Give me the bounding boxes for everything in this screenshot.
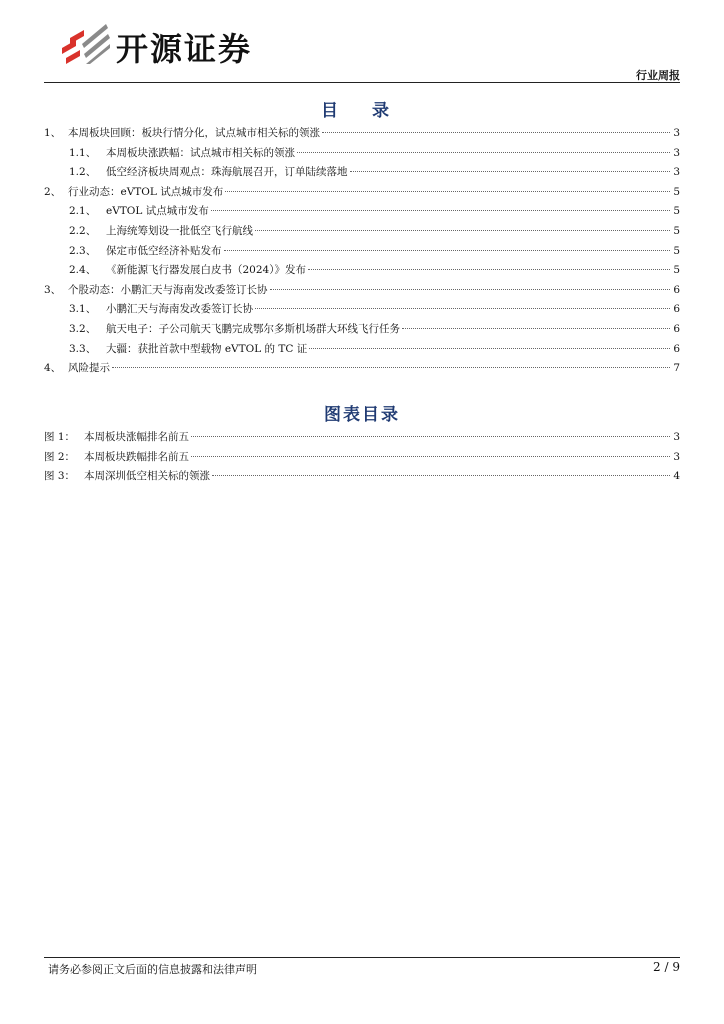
toc-entry[interactable] (44, 261, 680, 281)
toc-entry-label: 上海统筹划设一批低空飞行航线 (106, 224, 253, 237)
toc-entry-page: 5 (673, 264, 680, 277)
toc-entry-page: 6 (673, 322, 680, 335)
toc-entry-page: 3 (673, 127, 680, 139)
toc-entry[interactable] (44, 124, 680, 144)
toc-entry-page: 5 (673, 224, 680, 237)
dot-leader (297, 152, 670, 153)
footer-disclaimer: 请务必参阅正文后面的信息披露和法律声明 (48, 963, 257, 976)
toc-entry-page: 3 (673, 146, 680, 159)
dot-leader (255, 308, 670, 309)
logo-text: 开源证券 (116, 30, 253, 68)
toc-entry-label: 本周板块回顾：板块行情分化，试点城市相关标的领涨 (68, 127, 320, 139)
dot-leader (308, 269, 670, 270)
toc-entry[interactable] (44, 320, 680, 340)
dot-leader (224, 250, 671, 251)
toc-entry-number: 1.1、 (69, 146, 97, 159)
toc-title: 目 录 (321, 101, 403, 121)
figure-entry-page: 4 (673, 470, 680, 483)
toc-entry[interactable] (44, 222, 680, 242)
toc-entry[interactable] (44, 300, 680, 320)
figure-entry-label: 本周板块涨幅排名前五 (84, 431, 189, 443)
toc-entry[interactable] (44, 202, 680, 222)
dot-leader (191, 456, 670, 457)
toc-entry[interactable] (44, 340, 680, 360)
toc-entry-label: 个股动态：小鹏汇天与海南发改委签订长协 (68, 283, 268, 296)
figure-entry-number: 图 3： (44, 470, 76, 483)
toc-entry-number: 3.1、 (69, 303, 97, 316)
header-divider (44, 82, 680, 83)
page-indicator: 2 / 9 (653, 960, 680, 974)
toc-entry-label: 大疆：获批首款中型载物 eVTOL 的 TC 证 (106, 342, 308, 355)
company-logo (60, 20, 280, 66)
figure-entry[interactable] (44, 428, 680, 448)
dot-leader (225, 191, 670, 192)
toc-entry-label: 航天电子：子公司航天飞鹏完成鄂尔多斯机场群大环线飞行任务 (106, 322, 400, 335)
dot-leader (322, 132, 670, 133)
toc-entry[interactable] (44, 183, 680, 203)
figure-list-title: 图表目录 (324, 405, 400, 425)
dot-leader (191, 436, 670, 437)
figure-entry-label: 本周板块跌幅排名前五 (84, 450, 189, 463)
dot-leader (212, 475, 670, 476)
toc-entry-label: 行业动态：eVTOL 试点城市发布 (68, 185, 224, 198)
toc-entry-page: 7 (673, 362, 680, 375)
toc-entry-number: 3.3、 (69, 342, 97, 355)
toc-entry-number: 4、 (44, 362, 62, 375)
toc-entry[interactable] (44, 242, 680, 262)
table-of-contents (44, 124, 680, 379)
figure-entry-label: 本周深圳低空相关标的领涨 (84, 470, 210, 483)
dot-leader (112, 367, 670, 368)
figure-list (44, 428, 680, 487)
dot-leader (270, 289, 671, 290)
toc-entry-page: 5 (673, 205, 680, 218)
toc-entry-number: 1.2、 (69, 166, 97, 179)
toc-entry-page: 6 (673, 342, 680, 355)
toc-entry-page: 5 (673, 244, 680, 257)
logo-mark-icon (60, 20, 112, 66)
toc-entry-number: 3、 (44, 283, 62, 296)
toc-entry-number: 2.4、 (69, 264, 97, 277)
toc-entry-page: 5 (673, 185, 680, 198)
toc-entry-number: 2.3、 (69, 244, 97, 257)
toc-entry-page: 6 (673, 283, 680, 296)
toc-entry-label: 低空经济板块周观点：珠海航展召开，订单陆续落地 (106, 166, 348, 179)
toc-entry-number: 2、 (44, 185, 62, 198)
footer-divider (44, 957, 680, 958)
toc-entry-page: 6 (673, 303, 680, 316)
dot-leader (211, 210, 670, 211)
figure-entry[interactable] (44, 448, 680, 468)
toc-entry[interactable] (44, 359, 680, 379)
dot-leader (350, 171, 671, 172)
toc-entry-label: 《新能源飞行器发展白皮书（2024）》发布 (106, 264, 306, 277)
dot-leader (402, 328, 670, 329)
toc-entry-label: eVTOL 试点城市发布 (106, 205, 209, 218)
toc-entry-label: 保定市低空经济补贴发布 (106, 244, 222, 257)
figure-entry-page: 3 (673, 431, 680, 443)
figure-entry[interactable] (44, 467, 680, 487)
report-type-label: 行业周报 (636, 69, 680, 82)
toc-entry-number: 2.1、 (69, 205, 97, 218)
toc-entry[interactable] (44, 144, 680, 164)
toc-entry-number: 2.2、 (69, 224, 97, 237)
toc-entry-label: 风险提示 (68, 362, 110, 375)
figure-entry-number: 图 2： (44, 450, 76, 463)
toc-entry-label: 本周板块涨跌幅：试点城市相关标的领涨 (106, 146, 295, 159)
figure-entry-number: 图 1： (44, 431, 76, 443)
dot-leader (255, 230, 670, 231)
toc-entry-number: 3.2、 (69, 322, 97, 335)
toc-entry-label: 小鹏汇天与海南发改委签订长协 (106, 303, 253, 316)
dot-leader (309, 348, 670, 349)
toc-entry-page: 3 (673, 166, 680, 179)
toc-entry[interactable] (44, 163, 680, 183)
toc-entry[interactable] (44, 281, 680, 301)
toc-entry-number: 1、 (44, 127, 62, 139)
figure-entry-page: 3 (673, 450, 680, 463)
